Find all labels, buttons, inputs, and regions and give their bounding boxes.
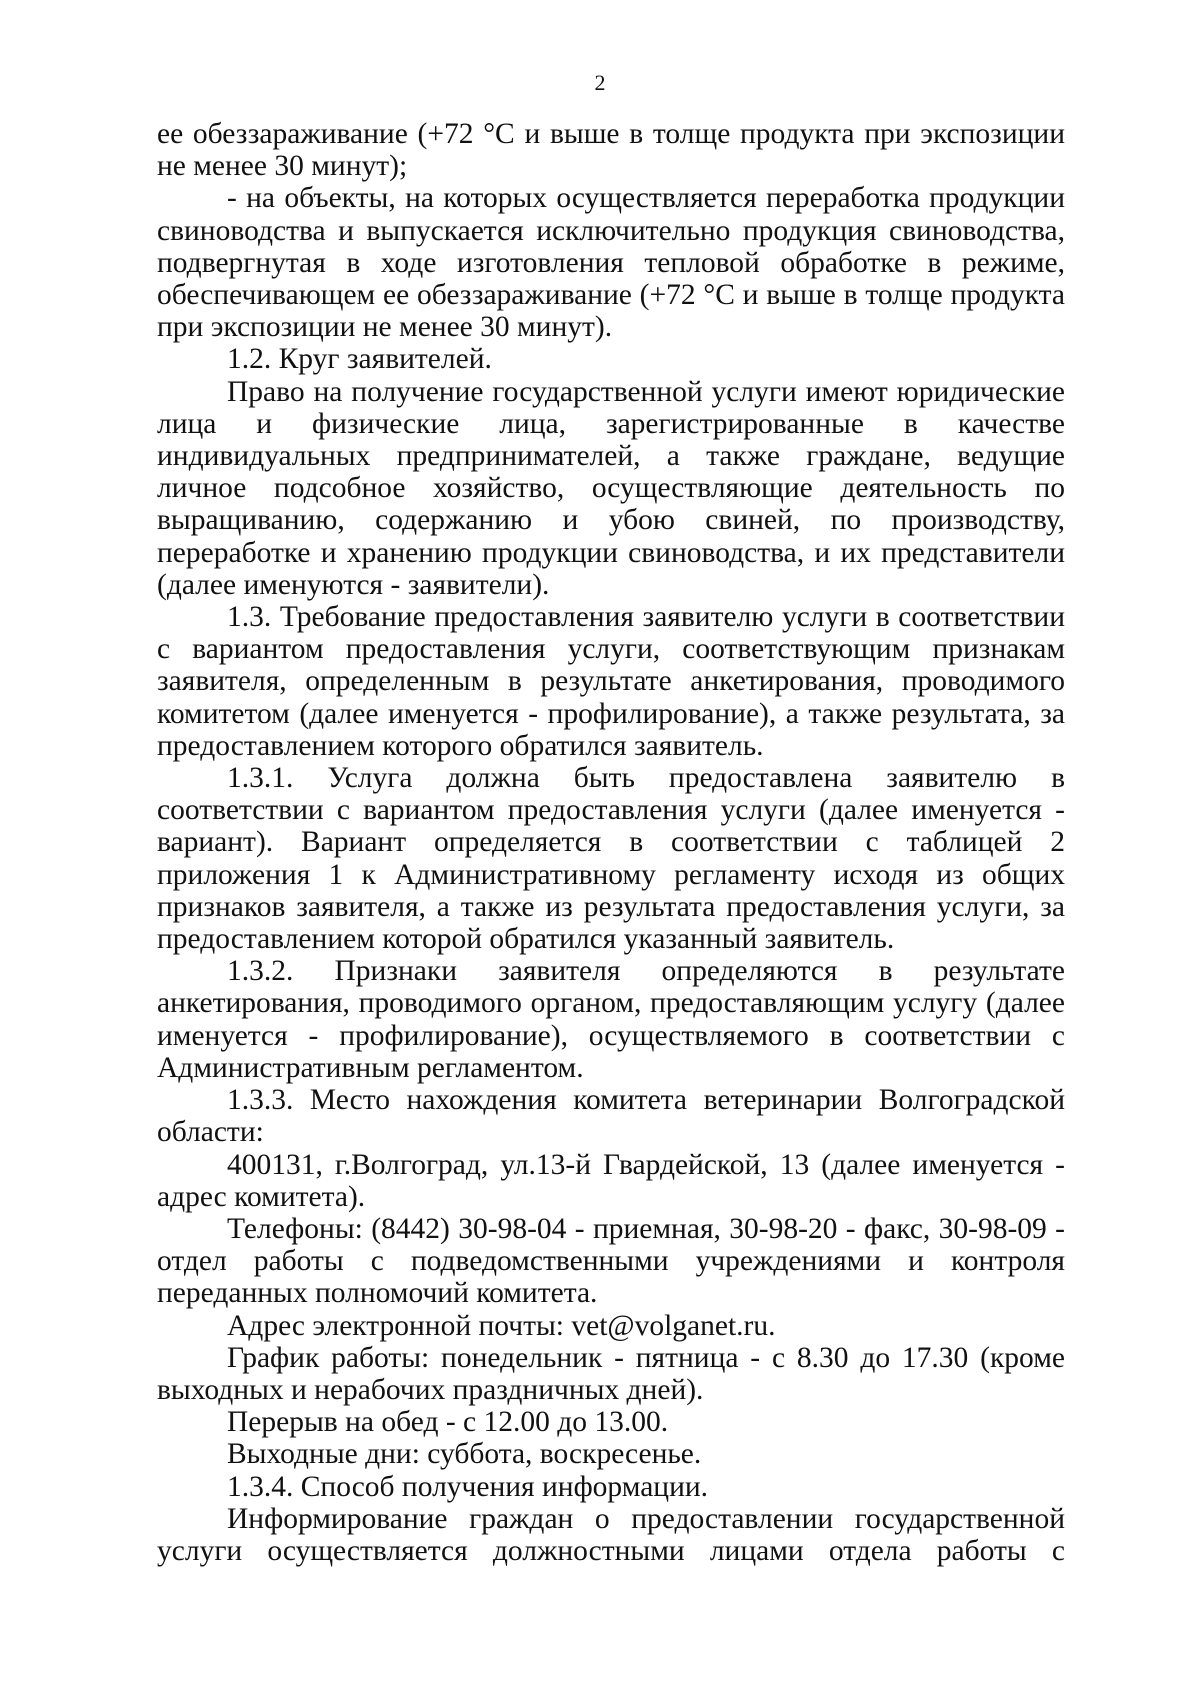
days-off-paragraph: Выходные дни: суббота, воскресенье. bbox=[227, 1438, 702, 1471]
paragraph: - на объекты, на которых осуществляется переработка продукции свиноводства и выпускается исключительно продукция свиноводства, подвергнутая в ходе изготовления тепловой обработке в режиме, обеспечивающем ее обеззараживание (+72 °С и выше в толще продукта при экспозиции не менее 30 минут). bbox=[157, 182, 1065, 344]
email-paragraph: Адрес электронной почты: vet@volganet.ru. bbox=[227, 1309, 776, 1342]
document-body bbox=[157, 118, 1065, 1567]
address-paragraph: 400131, г.Волгоград, ул.13-й Гвардейской, 13 (далее именуется - адрес комитета). bbox=[157, 1148, 1065, 1213]
page-number: 2 bbox=[594, 70, 606, 95]
paragraph: 1.3.2. Признаки заявителя определяются в результате анкетирования, проводимого органом, предоставляющим услугу (далее именуется - профилирование), осуществляемого в соответствии с Административным регламентом. bbox=[157, 955, 1065, 1084]
paragraph: 1.3.3. Место нахождения комитета ветеринарии Волгоградской области: bbox=[157, 1084, 1065, 1149]
paragraph: ее обеззараживание (+72 °С и выше в толще продукта при экспозиции не менее 30 минут); bbox=[157, 118, 1065, 183]
paragraph: 1.3. Требование предоставления заявителю услуги в соответствии с вариантом предоставления услуги, соответствующим признакам заявителя, определенным в результате анкетирования, проводимого комитетом (далее именуется - профилирование), а также результата, за предоставлением которого обратился заявитель. bbox=[157, 601, 1065, 762]
section-heading: 1.2. Круг заявителей. bbox=[227, 343, 492, 376]
schedule-paragraph: График работы: понедельник - пятница - с 8.30 до 17.30 (кроме выходных и нерабочих праздничных дней). bbox=[157, 1341, 1065, 1406]
phones-paragraph: Телефоны: (8442) 30-98-04 - приемная, 30-98-20 - факс, 30-98-09 - отдел работы с подведомственными учреждениями и контроля переданных полномочий комитета. bbox=[157, 1212, 1065, 1310]
paragraph: Право на получение государственной услуги имеют юридические лица и физические лица, зарегистрированные в качестве индивидуальных предпринимателей, а также граждане, ведущие личное подсобное хозяйство, осуществляющие деятельность по выращиванию, содержанию и убою свиней, по производству, переработке и хранению продукции свиноводства, и их представители (далее именуются - заявители). bbox=[157, 375, 1065, 601]
paragraph: Информирование граждан о предоставлении государственной услуги осуществляется должностными лицами отдела работы с bbox=[157, 1502, 1065, 1567]
lunch-break-paragraph: Перерыв на обед - с 12.00 до 13.00. bbox=[227, 1406, 669, 1439]
paragraph: 1.3.1. Услуга должна быть предоставлена заявителю в соответствии с вариантом предоставления услуги (далее именуется - вариант). Вариант определяется в соответствии с таблицей 2 приложения 1 к Административному регламенту исходя из общих признаков заявителя, а также из результата предоставления услуги, за предоставлением которой обратился указанный заявитель. bbox=[157, 762, 1065, 956]
section-heading: 1.3.4. Способ получения информации. bbox=[227, 1470, 709, 1503]
